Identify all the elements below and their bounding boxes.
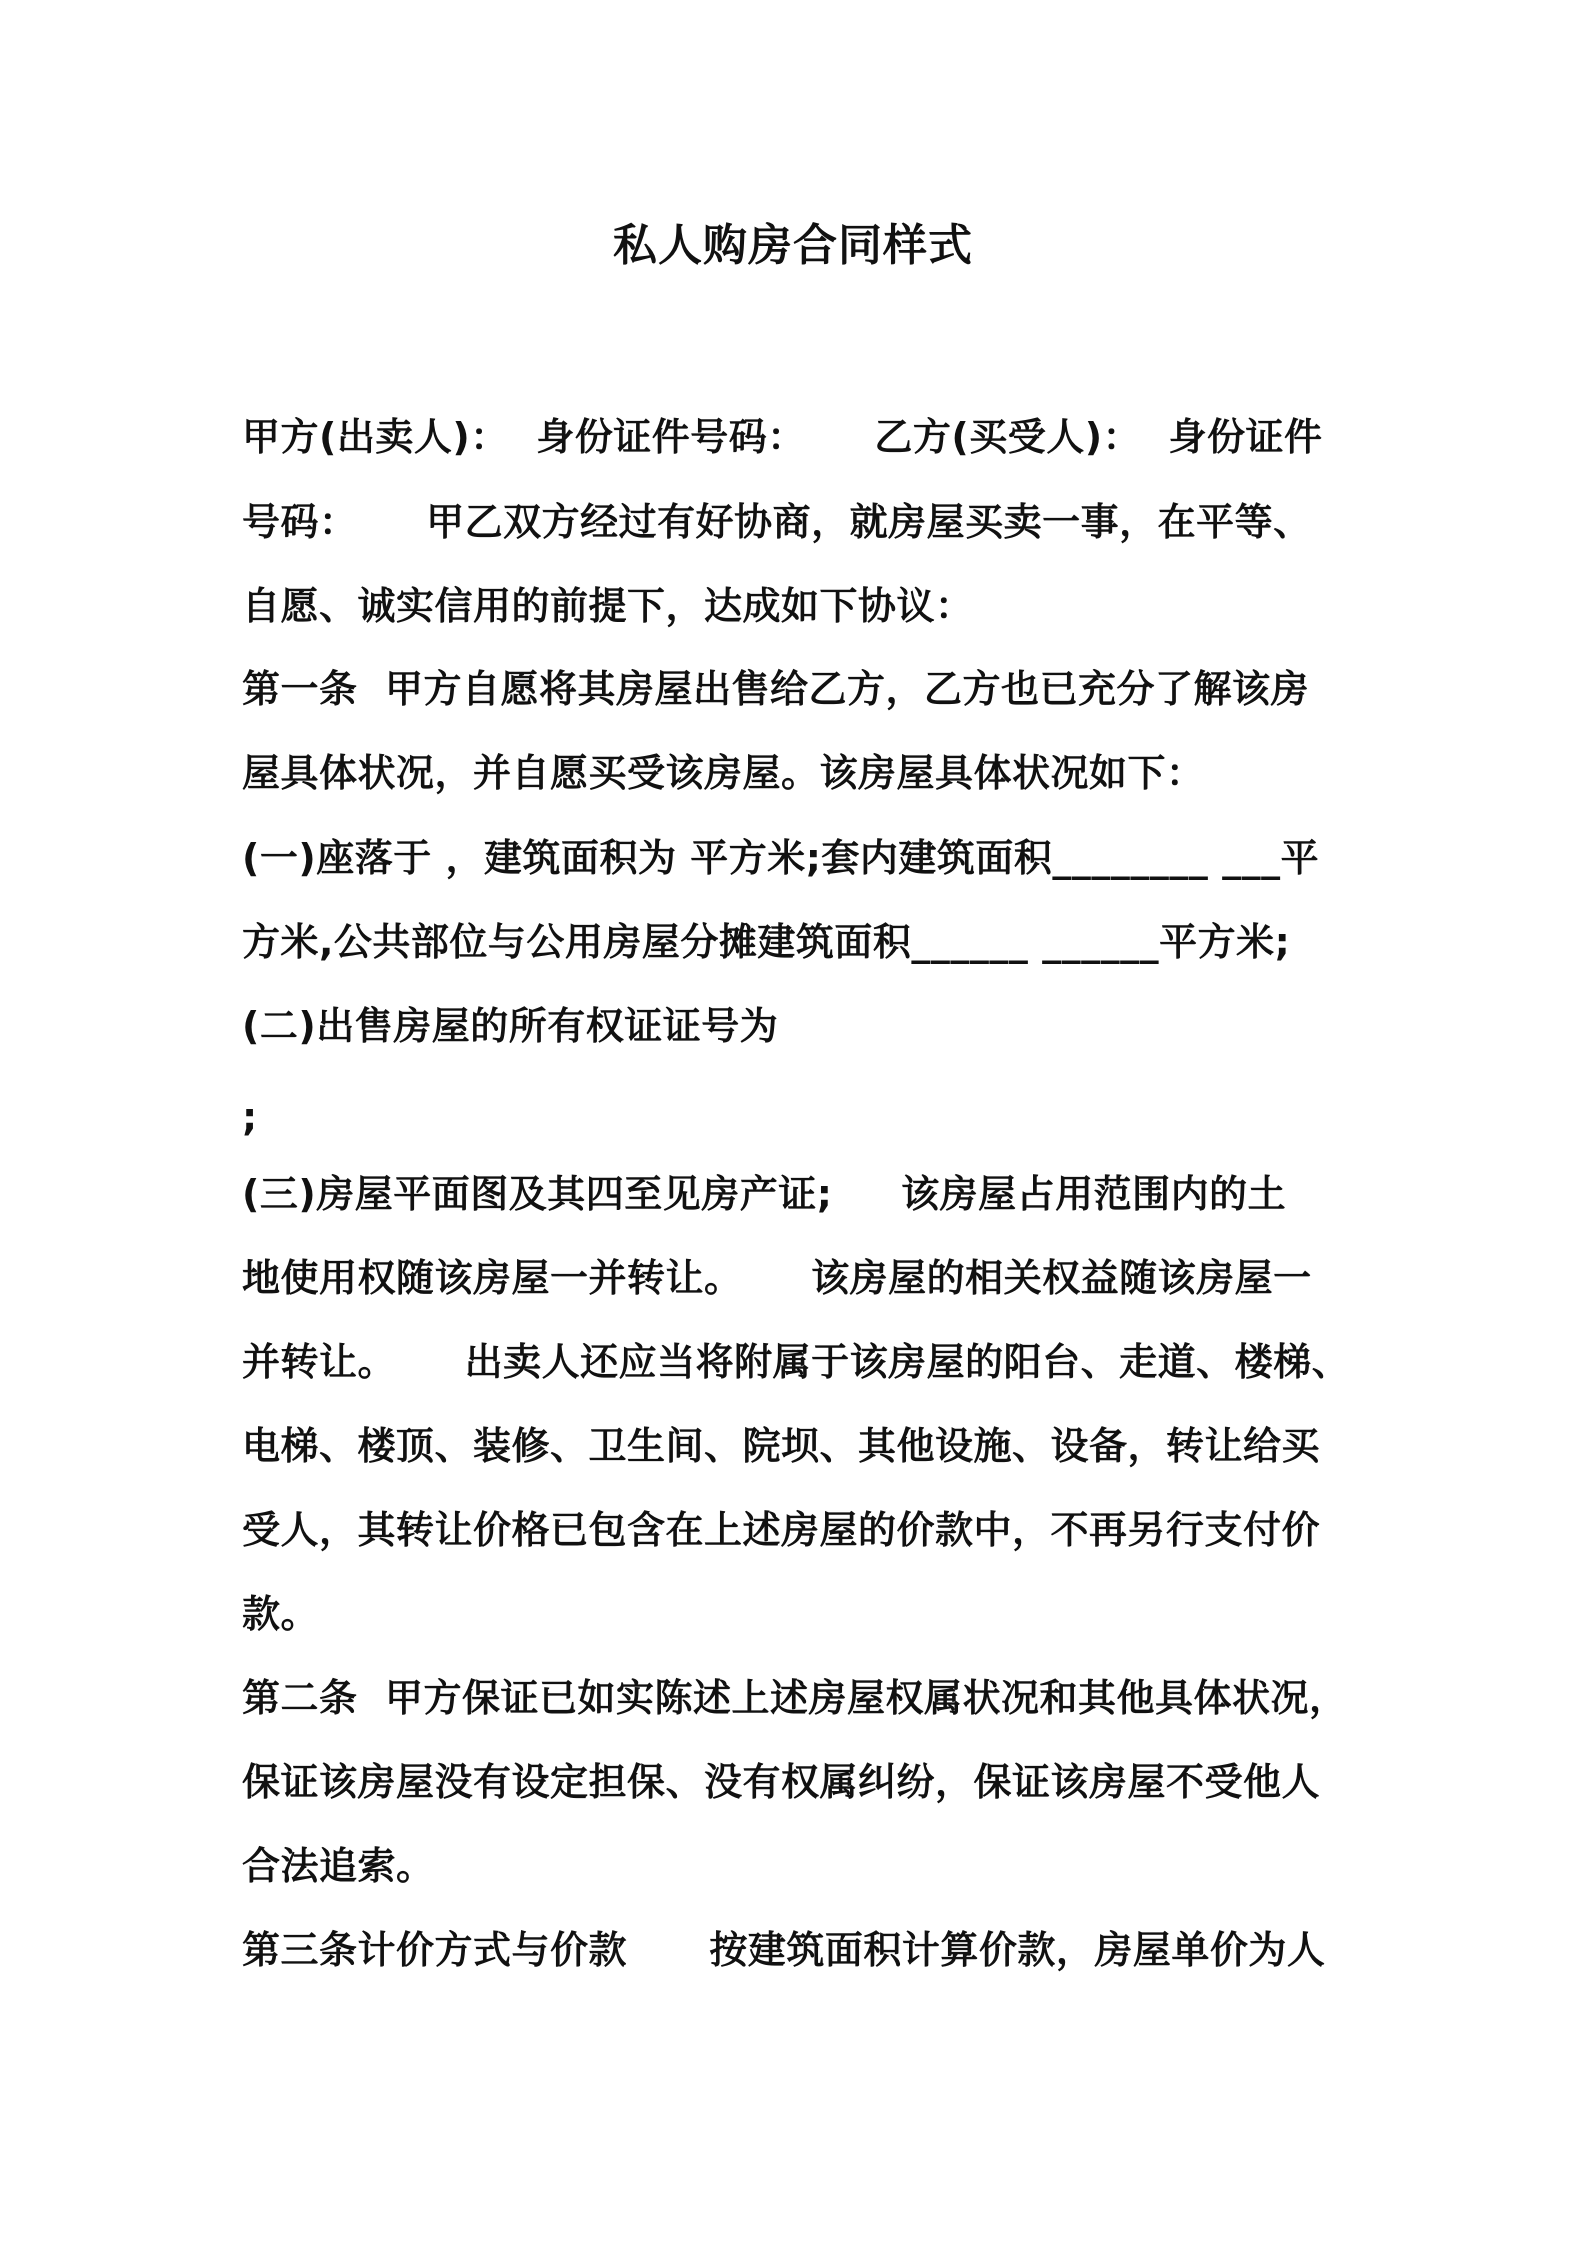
text-line: 甲方(出卖人)： 身份证件号码： 乙方(买受人)： 身份证件	[242, 415, 1323, 459]
text-line: (一)座落于 ，建筑面积为 平方米;套内建筑面积________ ___平	[242, 836, 1320, 880]
text-line: 第三条计价方式与价款 按建筑面积计算价款，房屋单价为人	[242, 1928, 1326, 1972]
text-line: 受人，其转让价格已包含在上述房屋的价款中，不再另行支付价	[242, 1508, 1321, 1552]
text-line: 第一条 甲方自愿将其房屋出售给乙方，乙方也已充分了解该房	[242, 667, 1309, 711]
text-line: (三)房屋平面图及其四至见房产证; 该房屋占用范围内的土	[242, 1172, 1287, 1216]
text-line: 地使用权随该房屋一并转让。 该房屋的相关权益随该房屋一	[242, 1256, 1312, 1300]
text-line: 号码： 甲乙双方经过有好协商，就房屋买卖一事，在平等、	[242, 500, 1312, 544]
text-line: 保证该房屋没有设定担保、没有权属纠纷，保证该房屋不受他人	[242, 1760, 1321, 1804]
text-line: 屋具体状况，并自愿买受该房屋。该房屋具体状况如下：	[242, 751, 1205, 795]
text-line: 电梯、楼顶、装修、卫生间、院坝、其他设施、设备，转让给买	[242, 1424, 1321, 1468]
text-line: (二)出售房屋的所有权证证号为	[242, 1004, 779, 1048]
text-line: 方米,公共部位与公用房屋分摊建筑面积______ ______平方米;	[242, 920, 1291, 964]
text-line: 并转让。 出卖人还应当将附属于该房屋的阳台、走道、楼梯、	[242, 1340, 1351, 1384]
text-line: ;	[242, 1095, 258, 1139]
text-line: 合法追索。	[242, 1844, 435, 1888]
text-line: 第二条 甲方保证已如实陈述上述房屋权属状况和其他具体状况，	[242, 1676, 1348, 1720]
text-line: 款。	[242, 1592, 320, 1636]
text-line: 自愿、诚实信用的前提下，达成如下协议：	[242, 584, 974, 628]
document-title: 私人购房合同样式	[613, 220, 973, 271]
